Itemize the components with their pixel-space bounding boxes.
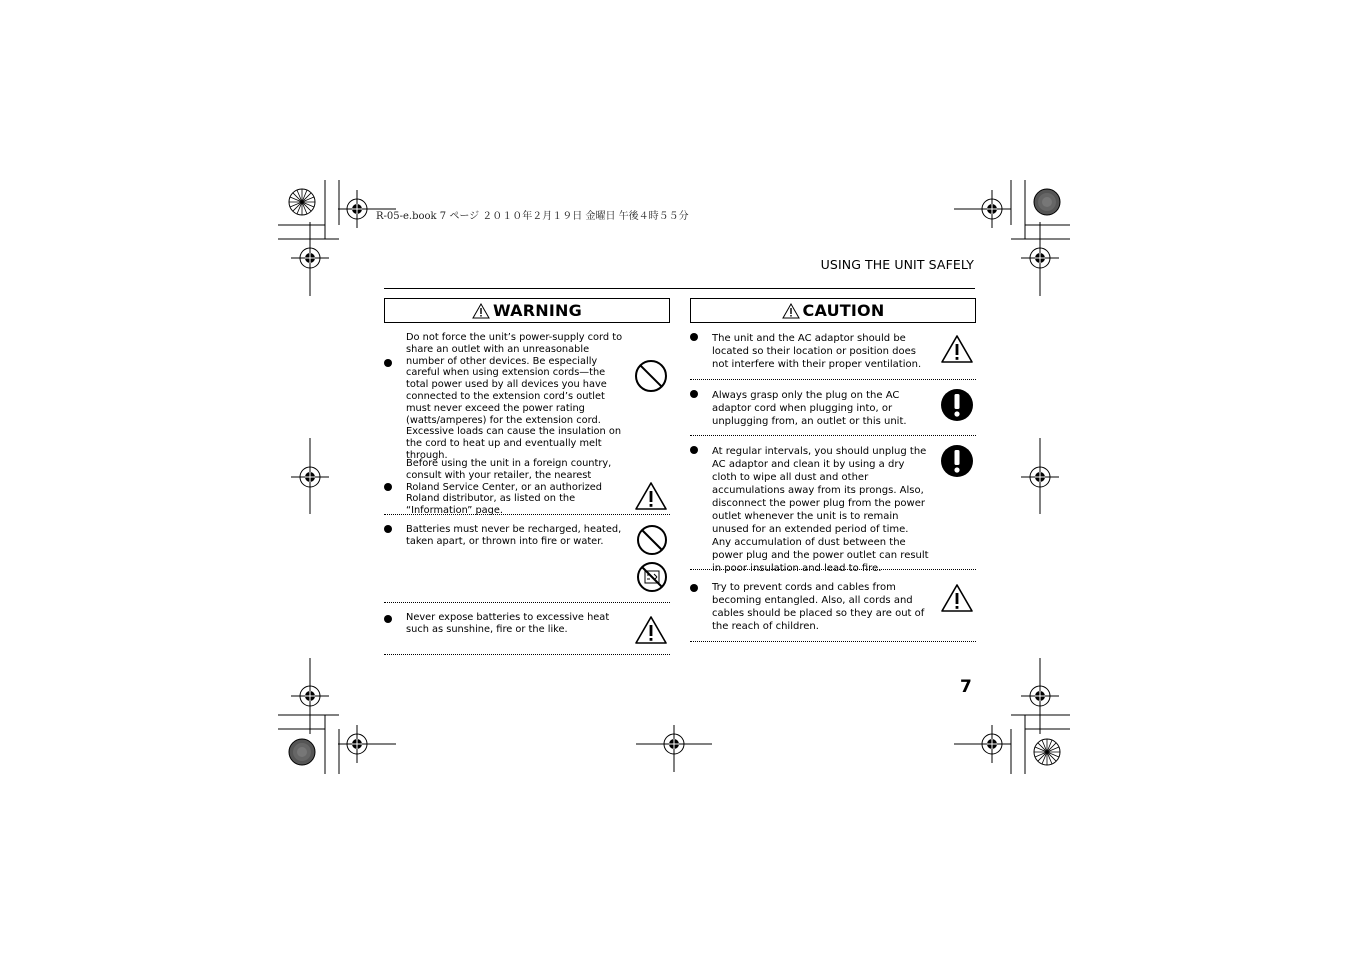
warning-column [384, 298, 670, 655]
caution-title-box [690, 298, 976, 323]
print-slug-line: R-05-e.book 7 ページ ２０１０年２月１９日 金曜日 午後４時５５分 [376, 211, 689, 222]
bullet [690, 446, 698, 454]
caution-text: Always grasp only the plug on the AC adaptor cord when plugging into, or unplugging from, an outlet or this unit. [712, 390, 907, 427]
warning-title: WARNING [493, 301, 582, 320]
prohibited-icon [634, 359, 668, 393]
caution-triangle-icon [634, 481, 668, 511]
warning-triangle-icon [472, 303, 490, 319]
caution-triangle-icon [940, 583, 974, 613]
warning-item-foreign-country [384, 449, 670, 515]
warning-item-batteries-recharge [384, 515, 670, 603]
warning-text: Never expose batteries to excessive heat such as sunshine, fire or the like. [406, 612, 610, 635]
caution-triangle-icon [634, 615, 668, 645]
bullet [384, 359, 392, 367]
caution-item-clean-adaptor [690, 436, 976, 574]
prohibited-icon [636, 524, 668, 556]
header-rule [384, 288, 975, 289]
caution-triangle-icon [940, 334, 974, 364]
caution-text: Try to prevent cords and cables from becoming entangled. Also, all cords and cables should be placed so they are out of the reach of children. [712, 582, 925, 632]
caution-title: CAUTION [802, 301, 885, 320]
warning-text: Do not force the unit’s power-supply cord to share an outlet with an unreasonable number of other devices. Be especially careful when using extension cords—the total power used by all devices you have connected to the extension cord’s outlet must never exceed the power rating (watts/amperes) for the extension cord. Excessive loads can cause the insulation on the cord to heat up and eventually melt through. [406, 332, 623, 461]
caution-triangle-icon [782, 303, 800, 319]
bullet [690, 390, 698, 398]
warning-item-batteries-heat [384, 603, 670, 655]
warning-text: Batteries must never be recharged, heated, taken apart, or thrown into fire or water. [406, 524, 622, 547]
caution-item-grasp-plug [690, 380, 976, 436]
bullet [384, 483, 392, 491]
bullet [690, 584, 698, 592]
caution-column [690, 298, 976, 642]
section-header: USING THE UNIT SAFELY [820, 257, 974, 272]
mandatory-action-icon [940, 444, 974, 478]
no-disassembly-icon [636, 561, 668, 593]
warning-text: Before using the unit in a foreign country, consult with your retailer, the nearest Roland Service Center, or an authorized Roland distributor, as listed on the “Information” page. [406, 458, 612, 517]
mandatory-action-icon [940, 388, 974, 422]
caution-item-cords-children [690, 570, 976, 642]
warning-title-box [384, 298, 670, 323]
warning-item-power-cord [384, 323, 670, 461]
caution-item-ventilation [690, 323, 976, 380]
bullet [384, 615, 392, 623]
bullet [384, 525, 392, 533]
page-number: 7 [960, 677, 972, 697]
bullet [690, 333, 698, 341]
caution-text: At regular intervals, you should unplug the AC adaptor and clean it by using a dry cloth to wipe all dust and other accumulations away from its prongs. Also, disconnect the power plug from the power outlet whenever the unit is to remain unused for an extended period of time. Any accumulation of dust between the power plug and the power outlet can result in poor insulation and lead to fire. [712, 446, 929, 574]
caution-text: The unit and the AC adaptor should be located so their location or position does not interfere with their proper ventilation. [712, 333, 922, 370]
